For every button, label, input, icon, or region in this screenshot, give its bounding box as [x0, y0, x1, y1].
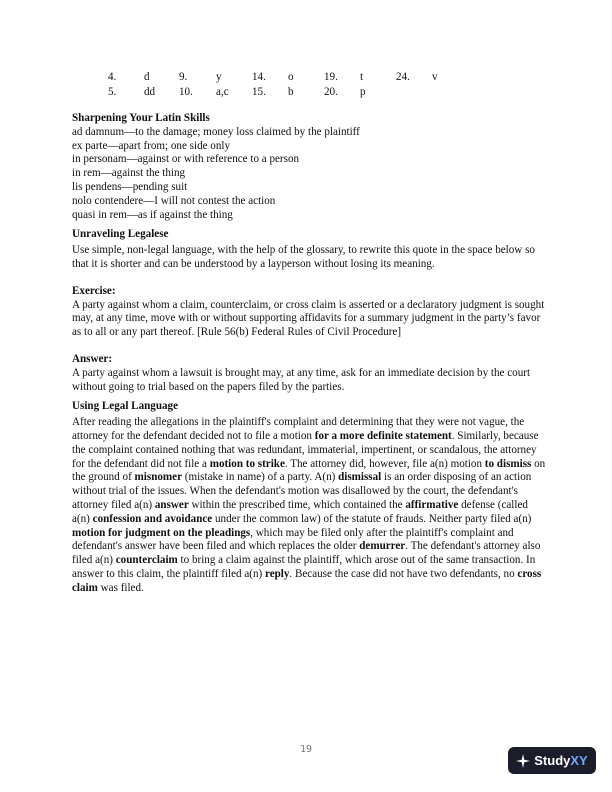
- page-number: 19: [299, 744, 313, 755]
- legalese-instructions: Use simple, non-legal language, with the help of the glossary, to rewrite this quote in the space below so that it is shorter and can be understood by a layperson without losing its meaning.: [72, 244, 535, 270]
- term-misnomer: misnomer: [134, 471, 182, 484]
- answer-letter: t: [360, 71, 364, 83]
- answer-number: 24.: [396, 71, 410, 83]
- term-affirmative: affirmative: [405, 498, 459, 511]
- term-dismissal: dismissal: [338, 471, 382, 484]
- answer-letter: y: [216, 71, 222, 83]
- answer-letter: d: [144, 71, 150, 83]
- term-confession-avoidance: confession and avoidance: [92, 512, 213, 525]
- answer-letter: o: [288, 71, 294, 83]
- term-judgment-pleadings: motion for judgment on the pleadings: [72, 526, 251, 539]
- legal-language-paragraph: After reading the allegations in the plaintiff's complaint and determining that they were not vague, the attorney for the defendant decided not to file a motion for a more definite statement. Similarly, because the complaint contained nothing that was redundant, immaterial, impertinent, or scandalous, the attorney for the defendant did not file a motion to strike. The attorney did, however, file a(n) motion to dismiss on the ground of misnomer (mistake in name) of a party. A(n) dismissal is an order disposing of an action without trial of the issues. When the defendant's motion was disallowed by the court, the defendant's attorney filed a(n) answer within the prescribed time, which contained the affirmative defense (called a(n) confession and avoidance under the common law) of the statute of frauds. Neither party filed a(n) motion for judgment on the pleadings, which may be filed only after the plaintiff's complaint and defendant's answer have been filed and which replaces the older demurrer. The defendant's attorney also filed a(n) counterclaim to bring a claim against the plaintiff, which arose out of the same transaction. In answer to this claim, the plaintiff filed a(n) reply. Because the case did not have two defendants, no cross claim was filed.: [72, 416, 546, 594]
- term-answer: answer: [154, 498, 189, 511]
- term-to-dismiss: to dismiss: [484, 457, 532, 470]
- answer-letter: b: [288, 86, 294, 98]
- answer-number: 20.: [324, 86, 338, 98]
- answer-letter: p: [360, 86, 366, 98]
- exercise-heading: Exercise:: [72, 284, 116, 297]
- answer-number: 15.: [252, 86, 266, 98]
- term-demurrer: demurrer: [359, 540, 406, 553]
- term-motion-to-strike: motion to strike: [209, 457, 285, 470]
- answer-text: A party against whom a lawsuit is brought may, at any time, ask for an immediate decision by the court without going to trial based on the papers filed by the parties.: [72, 366, 531, 393]
- latin-term: ad damnum—to the damage; money loss claimed by the plaintiff: [72, 125, 360, 138]
- answer-number: 10.: [179, 86, 193, 98]
- sparkle-icon: [516, 754, 530, 768]
- term-definite-statement: for a more definite statement: [314, 429, 452, 442]
- badge-label: StudyXY: [534, 752, 588, 768]
- legalese-heading: Unraveling Legalese: [72, 228, 169, 241]
- answer-letter: v: [432, 71, 438, 83]
- answer-number: 14.: [252, 71, 266, 83]
- term-counterclaim: counterclaim: [115, 554, 178, 567]
- legal-language-heading: Using Legal Language: [72, 400, 179, 413]
- latin-term: ex parte—apart from; one side only: [72, 139, 231, 152]
- answer-letter: dd: [144, 86, 156, 98]
- latin-term: in rem—against the thing: [72, 167, 186, 180]
- latin-heading: Sharpening Your Latin Skills: [72, 112, 210, 124]
- latin-term: in personam—against or with reference to a person: [72, 153, 300, 166]
- latin-term: quasi in rem—as if against the thing: [72, 208, 233, 221]
- main-content: [72, 112, 548, 596]
- term-cross-claim: cross claim: [72, 567, 542, 594]
- answer-heading: Answer:: [72, 352, 113, 365]
- answer-number: 9.: [179, 71, 188, 83]
- answer-letter: a,c: [216, 86, 229, 98]
- exercise-text: A party against whom a claim, counterclaim, or cross claim is asserted or a declaratory judgment is sought may, at any time, move with or without supporting affidavits for a summary judgment in the party’s favor as to all or any part thereof. [Rule 56(b) Federal Rules of Civil Procedure]: [72, 298, 545, 339]
- answer-number: 4.: [108, 71, 117, 83]
- term-reply: reply: [264, 567, 290, 580]
- answer-number: 19.: [324, 71, 338, 83]
- latin-term: nolo contendere—I will not contest the action: [72, 194, 276, 207]
- latin-term: lis pendens—pending suit: [72, 180, 188, 193]
- studyxy-badge[interactable]: [508, 747, 596, 774]
- answer-number: 5.: [108, 86, 117, 98]
